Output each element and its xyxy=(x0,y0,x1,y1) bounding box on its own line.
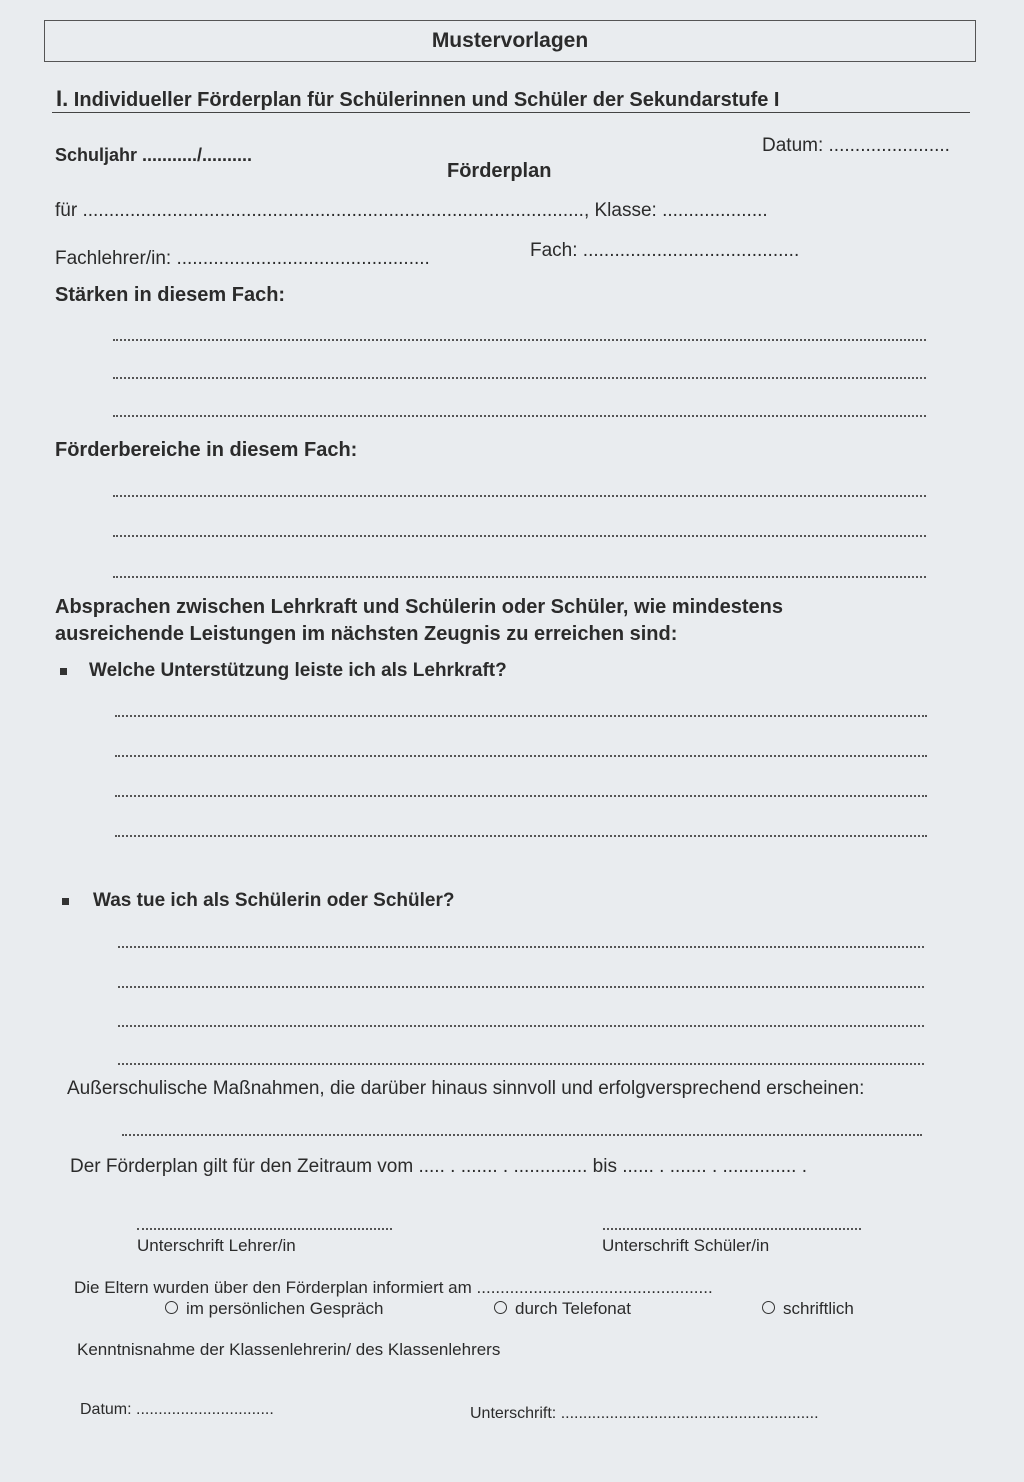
bullet-square-icon xyxy=(60,668,67,675)
fuer-klasse-field: für ..............................................................................................., Klasse: .................... xyxy=(55,200,768,221)
staerken-line-2 xyxy=(113,377,926,379)
option-schriftlich-label: schriftlich xyxy=(783,1299,854,1318)
option-telefonat[interactable] xyxy=(494,1299,631,1319)
schueler-line-2 xyxy=(118,986,924,988)
eltern-informiert: Die Eltern wurden über den Förderplan informiert am .................................................. xyxy=(74,1278,713,1297)
zeitraum-field: Der Förderplan gilt für den Zeitraum vom ..... . ....... . .............. bis ...... . ....... . .............. . xyxy=(70,1156,807,1177)
option-telefonat-label: durch Telefonat xyxy=(515,1299,631,1318)
staerken-line-1 xyxy=(113,339,926,341)
signature-lehrer-line xyxy=(137,1228,392,1230)
form-title: Förderplan xyxy=(447,160,552,182)
foerderbereiche-line-1 xyxy=(113,495,926,497)
schuljahr-field: Schuljahr .........../.......... xyxy=(55,145,253,165)
radio-circle-icon[interactable] xyxy=(762,1301,775,1314)
option-schriftlich[interactable] xyxy=(762,1299,854,1319)
radio-circle-icon[interactable] xyxy=(494,1301,507,1314)
signature-lehrer-label: Unterschrift Lehrer/in xyxy=(137,1236,296,1255)
kenntnisnahme-text: Kenntnisnahme der Klassenlehrerin/ des Klassenlehrers xyxy=(77,1340,501,1359)
schueler-line-3 xyxy=(118,1025,924,1027)
bullet-lehrkraft: Welche Unterstützung leiste ich als Lehrkraft? xyxy=(89,660,507,681)
header-title: Mustervorlagen xyxy=(431,29,589,52)
option-persoenlich[interactable] xyxy=(165,1299,383,1319)
section-number: I. xyxy=(56,86,69,111)
lehrkraft-line-3 xyxy=(115,795,927,797)
section-heading xyxy=(56,86,779,112)
ausserschulische-massnahmen: Außerschulische Maßnahmen, die darüber hinaus sinnvoll und erfolgversprechend erscheinen: xyxy=(67,1078,865,1099)
schueler-line-1 xyxy=(118,946,924,948)
lehrkraft-line-4 xyxy=(115,835,927,837)
kenntnisnahme-datum: Datum: ............................... xyxy=(80,1401,274,1418)
schueler-line-4 xyxy=(118,1063,924,1065)
ausserschulisch-line xyxy=(122,1134,922,1136)
kenntnisnahme-unterschrift: Unterschrift: .......................................................... xyxy=(470,1405,819,1422)
datum-field: Datum: ....................... xyxy=(762,135,950,156)
foerderbereiche-line-2 xyxy=(113,535,926,537)
header-box xyxy=(44,20,976,62)
absprachen-heading-line2: ausreichende Leistungen im nächsten Zeugnis zu erreichen sind: xyxy=(55,623,678,645)
staerken-line-3 xyxy=(113,415,926,417)
radio-circle-icon[interactable] xyxy=(165,1301,178,1314)
lehrkraft-line-1 xyxy=(115,715,927,717)
signature-schueler-label: Unterschrift Schüler/in xyxy=(602,1236,770,1255)
fachlehrer-field: Fachlehrer/in: ................................................ xyxy=(55,248,430,269)
bullet-schueler: Was tue ich als Schülerin oder Schüler? xyxy=(93,890,455,911)
option-persoenlich-label: im persönlichen Gespräch xyxy=(186,1299,384,1318)
fach-field: Fach: ......................................... xyxy=(530,240,800,261)
bullet-square-icon xyxy=(62,898,69,905)
foerderbereiche-heading: Förderbereiche in diesem Fach: xyxy=(55,439,358,461)
section-title: Individueller Förderplan für Schülerinnen und Schüler der Sekundarstufe I xyxy=(73,89,780,111)
signature-schueler-line xyxy=(603,1228,861,1230)
foerderbereiche-line-3 xyxy=(113,576,926,578)
section-divider xyxy=(52,112,970,113)
lehrkraft-line-2 xyxy=(115,755,927,757)
staerken-heading: Stärken in diesem Fach: xyxy=(55,284,286,306)
absprachen-heading-line1: Absprachen zwischen Lehrkraft und Schülerin oder Schüler, wie mindestens xyxy=(55,596,783,618)
